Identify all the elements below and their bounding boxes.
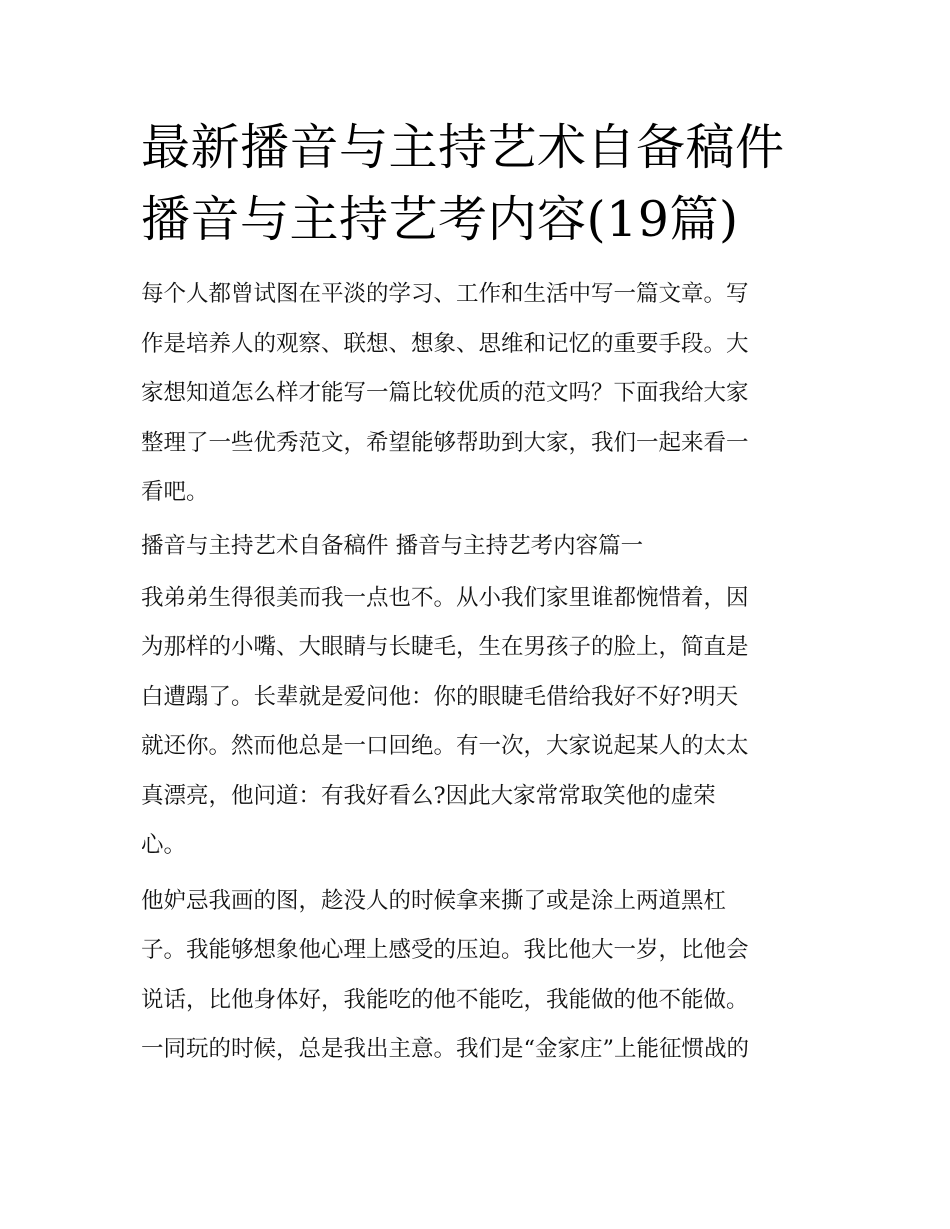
document-body [141, 112, 821, 1081]
text-line: 白遭蹋了。长辈就是爱问他：你的眼睫毛借给我好不好?明天 [141, 683, 739, 710]
document-title [141, 112, 821, 256]
title-line: 最新播音与主持艺术自备稿件 [141, 119, 785, 176]
text-line: 真漂亮，他问道：有我好看么?因此大家常常取笑他的虚荣 [141, 782, 716, 809]
section-heading: 播音与主持艺术自备稿件 播音与主持艺考内容篇一 [141, 532, 644, 559]
text-line: 说话，比他身体好，我能吃的他不能吃，我能做的他不能做。 [141, 986, 749, 1013]
text-line: 他妒忌我画的图，趁没人的时候拿来撕了或是涂上两道黑杠 [141, 887, 727, 914]
title-line: 播音与主持艺考内容(19篇) [141, 191, 739, 248]
text-line: 子。我能够想象他心理上感受的压迫。我比他大一岁，比他会 [141, 937, 749, 963]
intro-paragraph [141, 270, 821, 518]
body-paragraph-1 [141, 574, 821, 871]
text-line: 为那样的小嘴、大眼睛与长睫毛，生在男孩子的脸上，简直是 [141, 634, 749, 660]
body-paragraph-2 [141, 877, 821, 1075]
text-line: 心。 [141, 832, 187, 858]
text-line: 我弟弟生得很美而我一点也不。从小我们家里谁都惋惜着，因 [141, 584, 749, 611]
text-line: 每个人都曾试图在平淡的学习、工作和生活中写一篇文章。写 [141, 281, 749, 307]
text-line: 家想知道怎么样才能写一篇比较优质的范文吗？下面我给大家 [141, 380, 749, 406]
text-line: 作是培养人的观察、联想、想象、思维和记忆的重要手段。大 [141, 330, 749, 357]
text-line: 就还你。然而他总是一口回绝。有一次，大家说起某人的太太 [141, 733, 749, 759]
text-line: 看吧。 [141, 479, 209, 505]
text-line: 整理了一些优秀范文，希望能够帮助到大家，我们一起来看一 [141, 429, 749, 456]
text-line: 一同玩的时候，总是我出主意。我们是“金家庄”上能征惯战的 [141, 1036, 750, 1062]
